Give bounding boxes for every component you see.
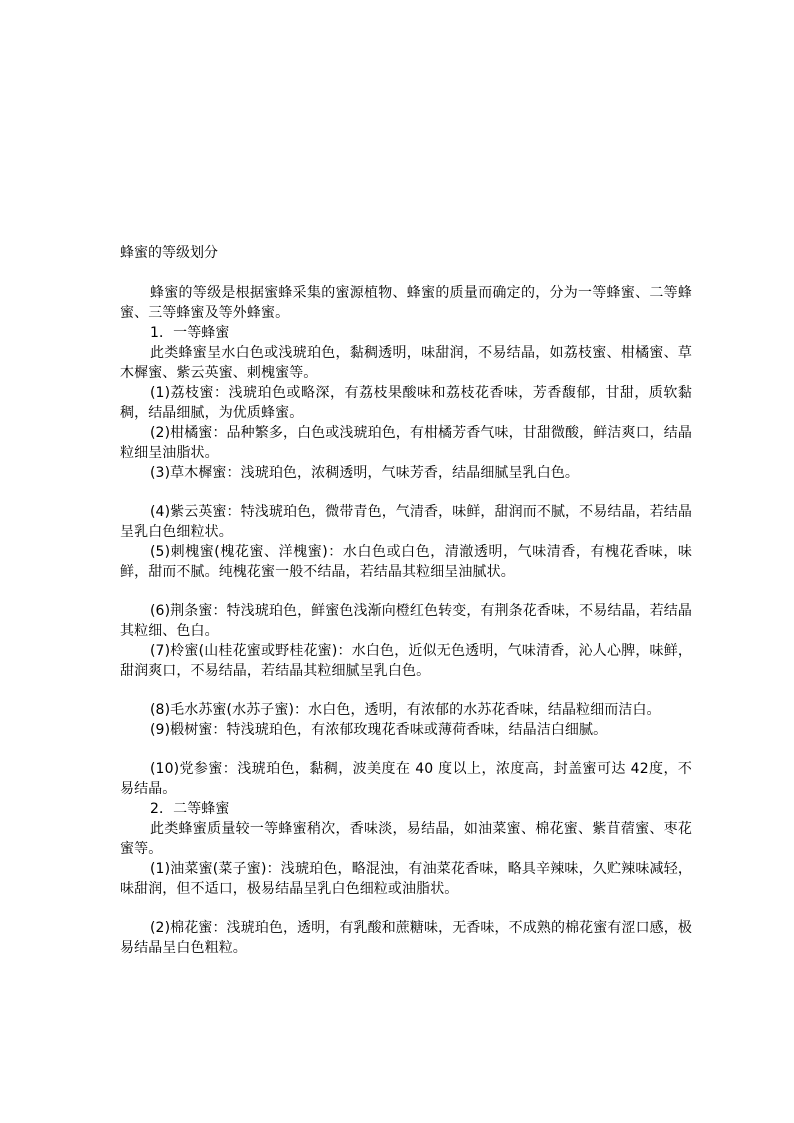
paragraph-linden-honey: (9)椴树蜜：特浅琥珀色，有浓郁玫瑰花香味或薄荷香味，结晶洁白细腻。	[150, 722, 608, 738]
paragraph-lychee-honey: (1)荔枝蜜：浅琥珀色或略深，有荔枝果酸味和荔枝花香味，芳香馥郁，甘甜，质软黏稠，结晶细腻，为优质蜂蜜。	[120, 385, 692, 421]
paragraph-vitex-honey: (6)荆条蜜：特浅琥珀色，鲜蜜色浅渐向橙红色转变，有荆条花香味，不易结晶，若结晶其粒细、色白。	[120, 603, 692, 639]
paragraph-codonopsis-honey: (10)党参蜜：浅琥珀色，黏稠，波美度在 40 度以上，浓度高，封盖蜜可达 42度，不易结晶。	[120, 761, 692, 797]
paragraph-eurya-honey: (7)柃蜜(山桂花蜜或野桂花蜜)：水白色，近似无色透明，气味清香，沁人心脾，味鲜，甜润爽口，不易结晶，若结晶其粒细腻呈乳白色。	[120, 643, 692, 679]
paragraph-milk-vetch-honey: (4)紫云英蜜：特浅琥珀色，微带青色，气清香，味鲜，甜润而不腻，不易结晶，若结晶呈乳白色细粒状。	[120, 504, 692, 540]
section-heading-grade-2: 2．二等蜂蜜	[150, 801, 230, 817]
paragraph-grade-2-summary: 此类蜂蜜质量较一等蜂蜜稍次，香味淡，易结晶，如油菜蜜、棉花蜜、紫苜蓿蜜、枣花蜜等。	[120, 821, 692, 857]
paragraph-sweet-clover-honey: (3)草木樨蜜：浅琥珀色，浓稠透明，气味芳香，结晶细腻呈乳白色。	[150, 465, 580, 481]
paragraph-grade-1-summary: 此类蜂蜜呈水白色或浅琥珀色，黏稠透明，味甜润，不易结晶，如荔枝蜜、柑橘蜜、草木樨蜜、紫云英蜜、刺槐蜜等。	[120, 345, 692, 381]
paragraph-locust-honey: (5)刺槐蜜(槐花蜜、洋槐蜜)：水白色或白色，清澈透明，气味清香，有槐花香味，味鲜，甜而不腻。纯槐花蜜一般不结晶，若结晶其粒细呈油腻状。	[120, 544, 692, 580]
blank-line	[120, 582, 692, 601]
blank-line	[120, 740, 692, 759]
document-title: 蜂蜜的等级划分	[120, 245, 218, 261]
blank-line	[120, 483, 692, 502]
blank-line	[120, 899, 692, 918]
paragraph-cotton-honey: (2)棉花蜜：浅琥珀色，透明，有乳酸和蔗糖味，无香味，不成熟的棉花蜜有涩口感，极易结晶呈白色粗粒。	[120, 920, 692, 956]
paragraph-stachys-honey: (8)毛水苏蜜(水苏子蜜)：水白色，透明，有浓郁的水苏花香味，结晶粒细而洁白。	[150, 702, 661, 718]
paragraph-rapeseed-honey: (1)油菜蜜(菜子蜜)：浅琥珀色，略混浊，有油菜花香味，略具辛辣味，久贮辣味减轻，味甜润，但不适口，极易结晶呈乳白色细粒或油脂状。	[120, 861, 692, 897]
paragraph-citrus-honey: (2)柑橘蜜：品种繁多，白色或浅琥珀色，有柑橘芳香气味，甘甜微酸，鲜洁爽口，结晶粒细呈油脂状。	[120, 425, 692, 461]
blank-line	[120, 681, 692, 700]
paragraph-intro: 蜂蜜的等级是根据蜜蜂采集的蜜源植物、蜂蜜的质量而确定的，分为一等蜂蜜、二等蜂蜜、三等蜂蜜及等外蜂蜜。	[120, 285, 692, 321]
document-body	[120, 283, 692, 958]
section-heading-grade-1: 1．一等蜂蜜	[150, 325, 230, 341]
